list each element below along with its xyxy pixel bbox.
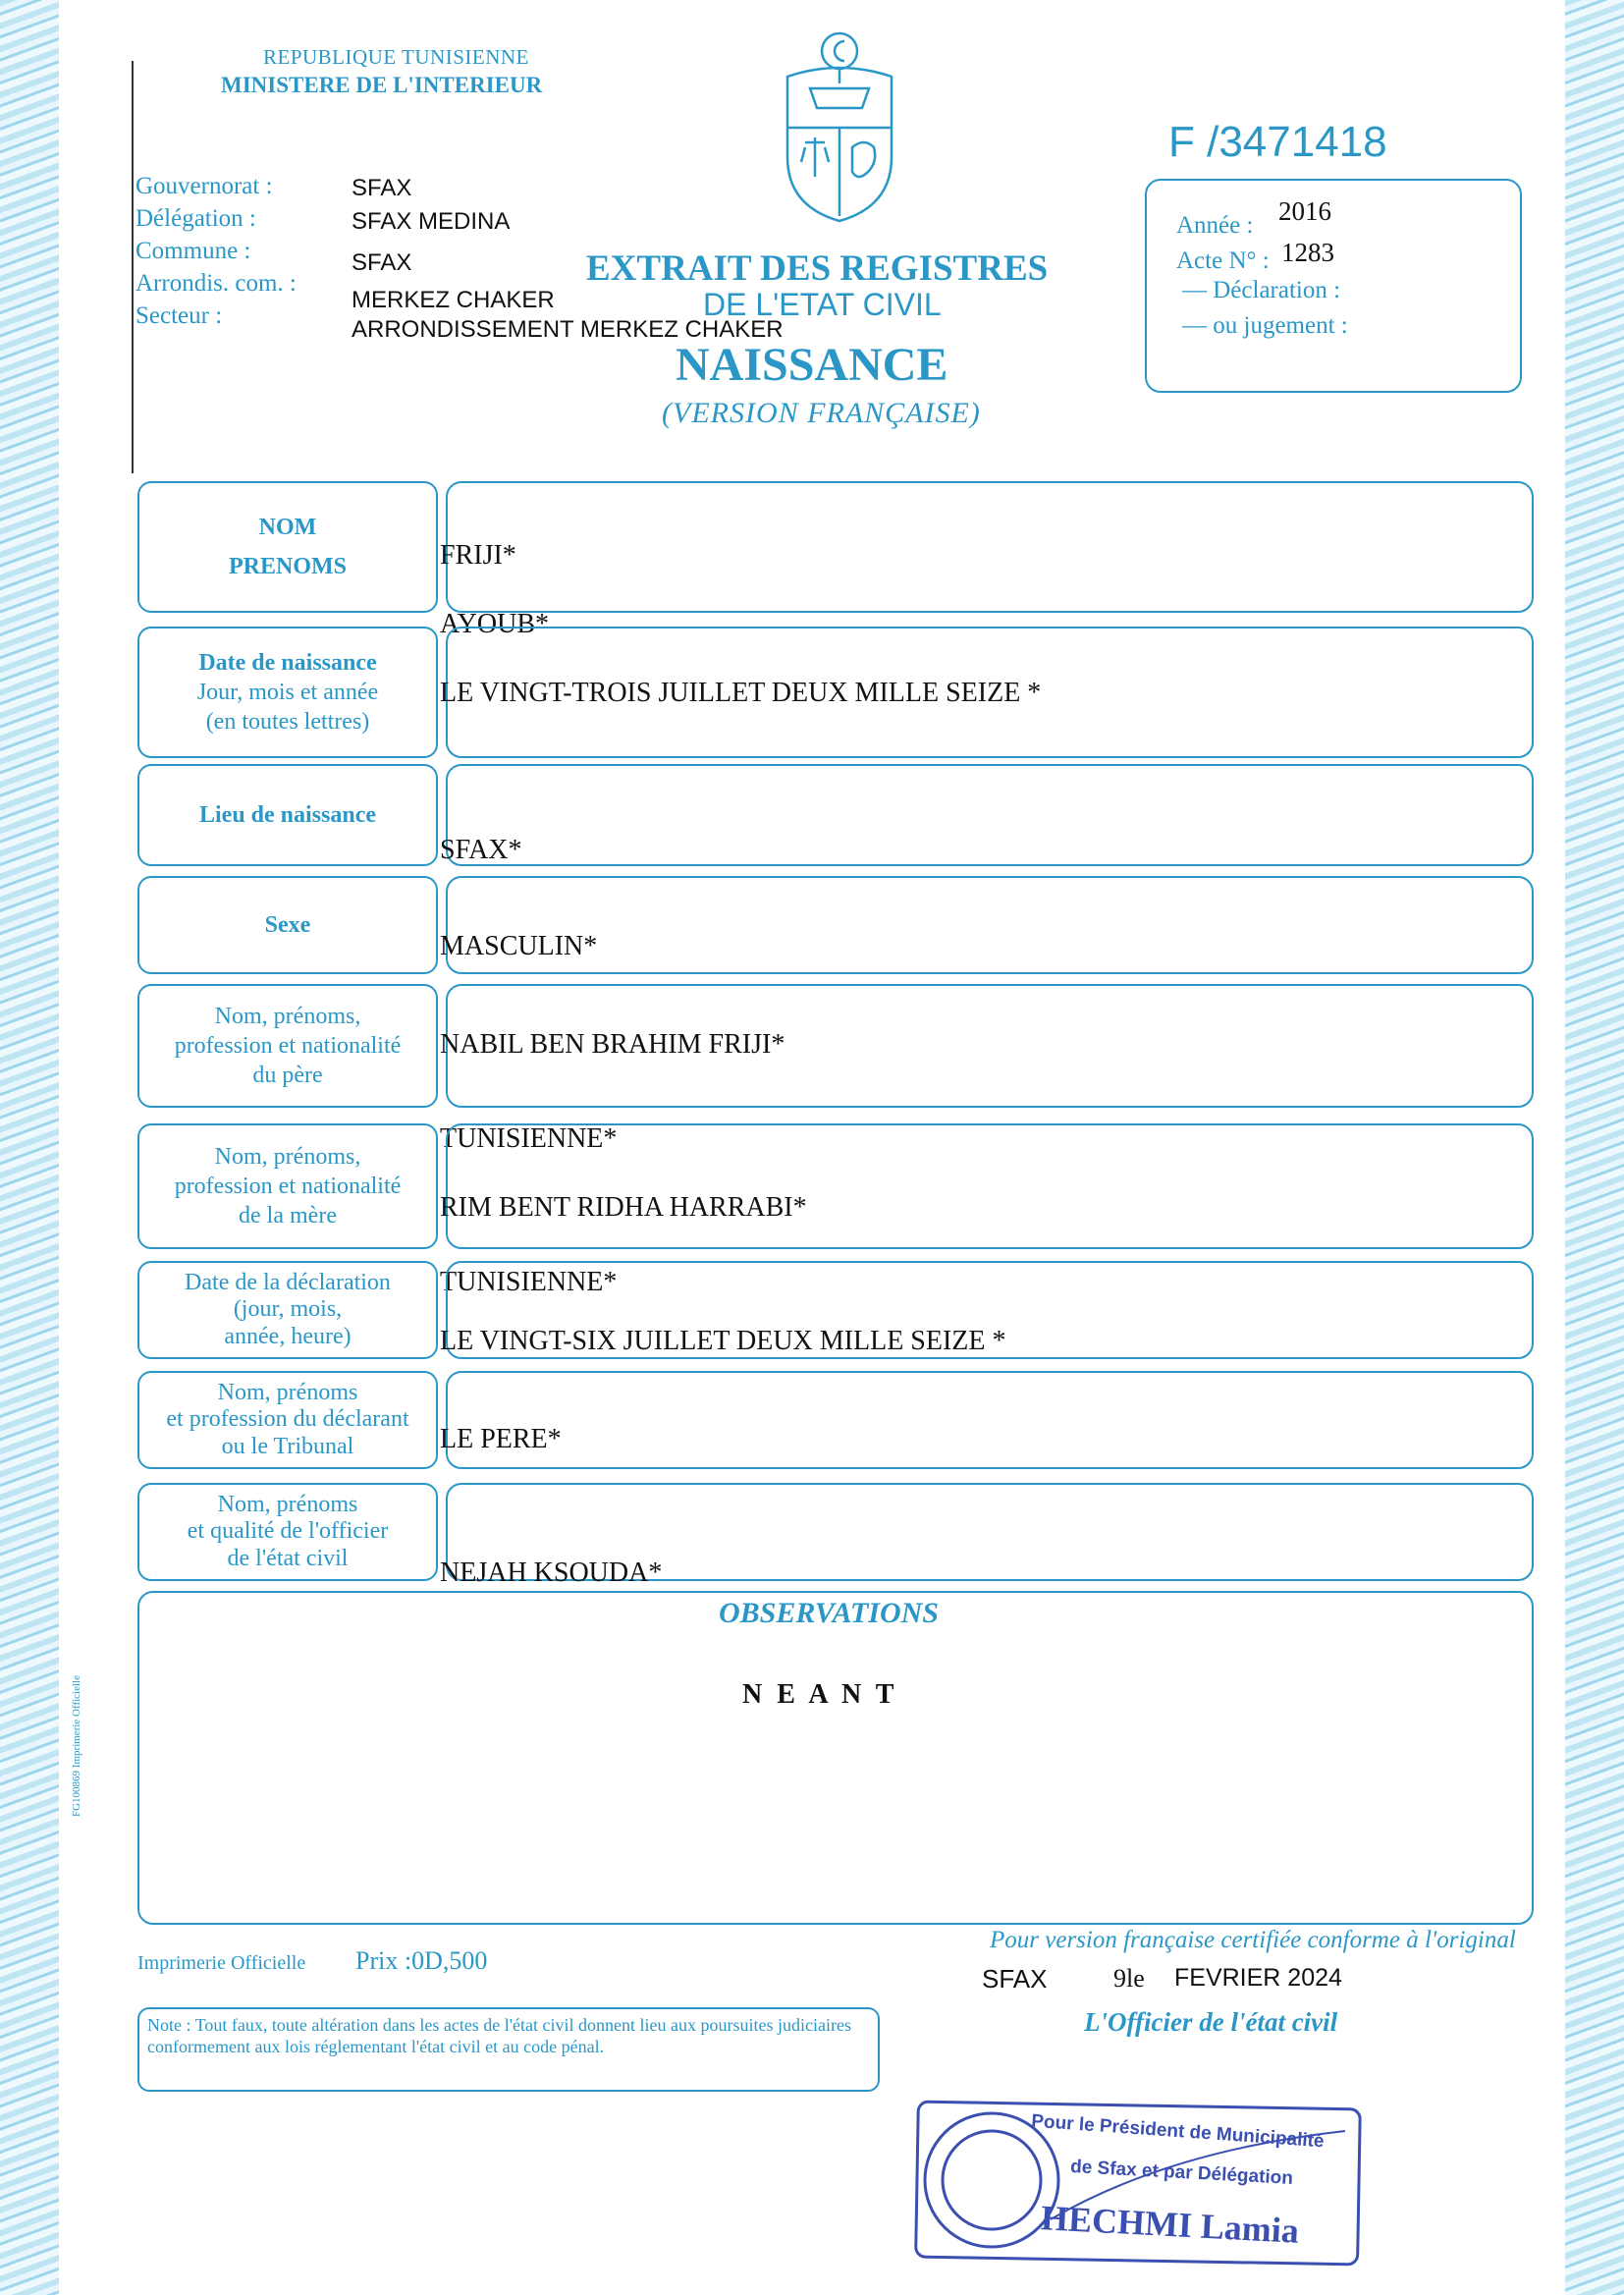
republic-heading: REPUBLIQUE TUNISIENNE bbox=[263, 45, 529, 69]
date-naissance-label: Date de naissance Jour, mois et année (en toutes lettres) bbox=[137, 627, 438, 758]
title-line1: EXTRAIT DES REGISTRES bbox=[586, 248, 1049, 289]
mere-box bbox=[446, 1123, 1534, 1249]
prenom-value: AYOUB* bbox=[440, 609, 549, 639]
side-print-code: FG100869 Imprimerie Officielle bbox=[71, 1675, 82, 1817]
pere-label: Nom, prénoms, profession et nationalité du père bbox=[137, 984, 438, 1108]
mere-label: Nom, prénoms, profession et nationalité de la mère bbox=[137, 1123, 438, 1249]
lieu-naissance-box bbox=[446, 764, 1534, 866]
declarant-label: Nom, prénoms et profession du déclarant ou le Tribunal bbox=[137, 1371, 438, 1469]
acte-label: Acte N° : bbox=[1176, 247, 1270, 274]
nom-value-box bbox=[446, 481, 1534, 613]
ministry-heading: MINISTERE DE L'INTERIEUR bbox=[221, 73, 543, 97]
observations-title: OBSERVATIONS bbox=[719, 1597, 939, 1629]
mere-value: RIM BENT RIDHA HARRABI* bbox=[440, 1192, 807, 1223]
sexe-box bbox=[446, 876, 1534, 974]
pere-value: NABIL BEN BRAHIM FRIJI* bbox=[440, 1029, 785, 1060]
sexe-value: MASCULIN* bbox=[440, 931, 598, 961]
nom-prenoms-label: NOM PRENOMS bbox=[137, 481, 438, 613]
delegation-value: SFAX MEDINA bbox=[352, 208, 511, 235]
officier-value: NEJAH KSOUDA* bbox=[440, 1557, 663, 1588]
pere-nationalite-value: TUNISIENNE* bbox=[440, 1123, 618, 1154]
certified-text: Pour version française certifiée conforme à l'original bbox=[990, 1927, 1516, 1953]
declaration-label: — Déclaration : bbox=[1182, 277, 1341, 303]
mere-nationalite-value: TUNISIENNE* bbox=[440, 1267, 618, 1297]
gouvernorat-label: Gouvernorat : bbox=[135, 173, 273, 199]
signature-date: FEVRIER 2024 bbox=[1174, 1964, 1342, 1992]
legal-note: Note : Tout faux, toute altération dans les actes de l'état civil donnent lieu aux poursuites judiciaires conformement aux lois réglementant l'état civil et au code pénal. bbox=[137, 2007, 880, 2092]
annee-label: Année : bbox=[1176, 212, 1254, 239]
arrondis-label: Arrondis. com. : bbox=[135, 270, 297, 297]
officier-label: Nom, prénoms et qualité de l'officier de l'état civil bbox=[137, 1483, 438, 1581]
jugement-label: — ou jugement : bbox=[1182, 312, 1348, 339]
gouvernorat-value: SFAX bbox=[352, 175, 412, 201]
decorative-border-left bbox=[0, 0, 59, 2295]
declaration-date-label: Date de la déclaration (jour, mois, année, heure) bbox=[137, 1261, 438, 1359]
signature-day: 9le bbox=[1113, 1964, 1145, 1993]
secteur-label: Secteur : bbox=[135, 302, 223, 329]
declarant-box bbox=[446, 1371, 1534, 1469]
arrondis-value: MERKEZ CHAKER bbox=[352, 287, 555, 313]
declaration-date-value: LE VINGT-SIX JUILLET DEUX MILLE SEIZE * bbox=[440, 1326, 1006, 1356]
title-line2: DE L'ETAT CIVIL bbox=[703, 287, 942, 322]
observations-text: N E A N T bbox=[742, 1679, 898, 1710]
coat-of-arms-icon bbox=[776, 29, 903, 226]
imprimerie-label: Imprimerie Officielle bbox=[137, 1952, 306, 1974]
lieu-naissance-value: SFAX* bbox=[440, 835, 522, 865]
title-naissance: NAISSANCE bbox=[676, 339, 948, 391]
delegation-label: Délégation : bbox=[135, 205, 256, 232]
commune-value: SFAX bbox=[352, 249, 412, 276]
annee-value: 2016 bbox=[1278, 196, 1331, 226]
signature-city: SFAX bbox=[982, 1964, 1048, 1994]
stamp-line1: Pour le Président de Municipalité bbox=[1030, 2110, 1326, 2153]
title-version: (VERSION FRANÇAISE) bbox=[662, 397, 981, 429]
nom-value: FRIJI* bbox=[440, 540, 516, 571]
observations-box bbox=[137, 1591, 1534, 1925]
serial-number: F /3471418 bbox=[1168, 118, 1387, 166]
date-naissance-value: LE VINGT-TROIS JUILLET DEUX MILLE SEIZE * bbox=[440, 678, 1042, 708]
stamp-name: HECHMI Lamia bbox=[1040, 2198, 1300, 2251]
official-stamp bbox=[913, 2092, 1365, 2268]
declarant-value: LE PERE* bbox=[440, 1424, 562, 1454]
lieu-naissance-label: Lieu de naissance bbox=[137, 764, 438, 866]
sexe-label: Sexe bbox=[137, 876, 438, 974]
stamp-line2: de Sfax et par Délégation bbox=[1069, 2157, 1294, 2189]
secteur-value: ARRONDISSEMENT MERKEZ CHAKER bbox=[352, 316, 784, 343]
prix-label: Prix :0D,500 bbox=[355, 1946, 488, 1975]
officer-title: L'Officier de l'état civil bbox=[1084, 2007, 1338, 2037]
commune-label: Commune : bbox=[135, 238, 251, 264]
acte-value: 1283 bbox=[1281, 238, 1334, 267]
margin-line bbox=[132, 61, 134, 473]
decorative-border-right bbox=[1565, 0, 1624, 2295]
